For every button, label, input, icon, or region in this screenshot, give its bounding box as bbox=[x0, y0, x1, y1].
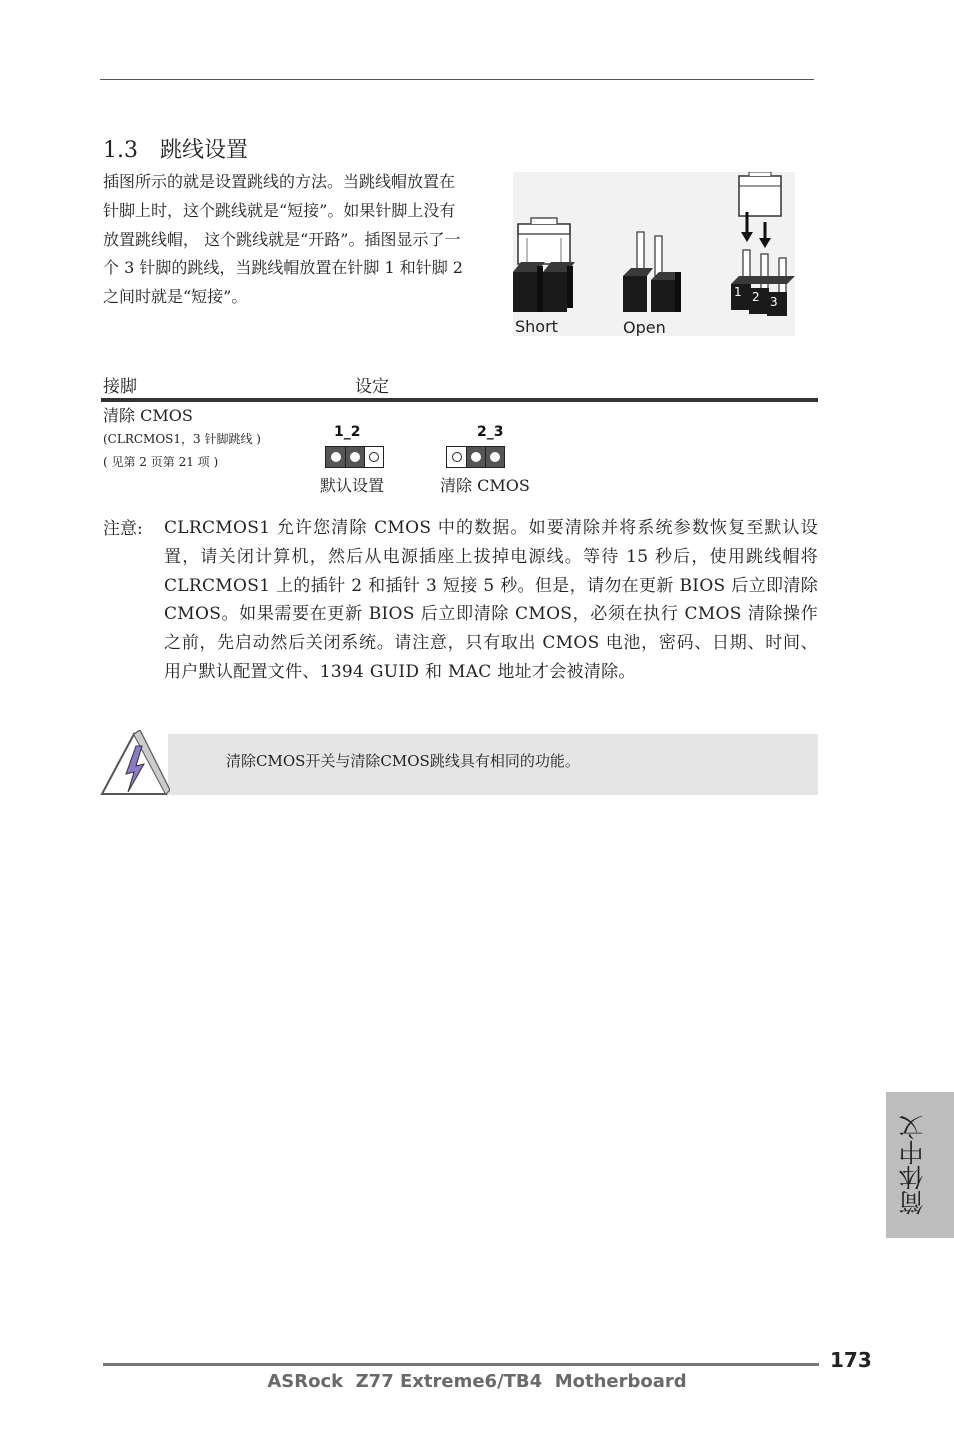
note-label: 注意: bbox=[103, 519, 143, 539]
bottom-rule bbox=[103, 1363, 819, 1366]
clear-cmos-caption: 清除 CMOS bbox=[440, 476, 530, 495]
pin-number-3: 3 bbox=[770, 295, 778, 309]
intro-paragraph: 插图所示的就是设置跳线的方法。当跳线帽放置在针脚上时，这个跳线就是“短接”。如果针脚上没有放置跳线帽， 这个跳线就是“开路”。插图显示了一个 3 针脚的跳线，当跳线帽放置在针脚 1 和针脚 2 之间时就是“短接”。 bbox=[103, 172, 463, 307]
clear-cmos-page-ref: ( 见第 2 页第 21 项 ) bbox=[103, 455, 219, 469]
short-jumper-graphic bbox=[513, 218, 575, 312]
table-header-pin: 接脚 bbox=[103, 377, 137, 397]
pin-2 bbox=[345, 447, 364, 467]
short-label: Short bbox=[515, 317, 558, 336]
pin-3 bbox=[485, 447, 504, 467]
table-rule bbox=[101, 398, 818, 402]
open-jumper-graphic bbox=[623, 232, 681, 312]
clear-cmos-jumper-id: (CLRCMOS1，3 针脚跳线 ) bbox=[103, 432, 261, 446]
pin-2 bbox=[466, 447, 485, 467]
page-number: 173 bbox=[830, 1348, 872, 1372]
table-header-setting: 设定 bbox=[355, 377, 389, 397]
pin-1 bbox=[447, 447, 466, 467]
jumper-2-3-label: 2_3 bbox=[477, 424, 504, 440]
pin-1 bbox=[326, 447, 345, 467]
footer-brand: ASRock Z77 Extreme6/TB4 Motherboard bbox=[267, 1371, 687, 1392]
pin-number-2: 2 bbox=[752, 290, 760, 304]
section-title: 跳线设置 bbox=[160, 138, 249, 163]
jumper-illustration bbox=[513, 172, 795, 336]
top-rule bbox=[100, 79, 814, 80]
open-label: Open bbox=[623, 318, 666, 336]
note-text: CLRCMOS1 允许您清除 CMOS 中的数据。如要清除并将系统参数恢复至默认设置，请关闭计算机，然后从电源插座上拔掉电源线。等待 15 秒后，使用跳线帽将 CLRCMOS1 上的插针 2 和插针 3 短接 5 秒。但是，请勿在更新 BIOS 后立即清除 CMOS。如果需要在更新 BIOS 后立即清除 CMOS，必须在执行 CMOS 清除操作之前，先启动然后关闭系统。请注意，只有取出 CMOS 电池，密码、日期、时间、用户默认配置文件、1394 GUID 和 MAC 地址才会被清除。 bbox=[164, 518, 818, 682]
pin-number-1: 1 bbox=[734, 285, 742, 299]
section-heading bbox=[103, 133, 248, 164]
jumper-1-2-pins bbox=[325, 446, 384, 468]
warning-text: 清除CMOS开关与清除CMOS跳线具有相同的功能。 bbox=[226, 752, 580, 770]
warning-icon bbox=[100, 730, 170, 802]
jumper-illustration-svg bbox=[513, 172, 795, 336]
clear-cmos-title: 清除 CMOS bbox=[103, 406, 193, 425]
default-setting-caption: 默认设置 bbox=[320, 476, 385, 495]
jumper-1-2-label: 1_2 bbox=[334, 424, 361, 440]
jumper-2-3-pins bbox=[446, 446, 505, 468]
language-side-tab-label: 简体中文 bbox=[898, 1115, 927, 1215]
pin-3 bbox=[364, 447, 383, 467]
section-number: 1.3 bbox=[103, 138, 138, 163]
